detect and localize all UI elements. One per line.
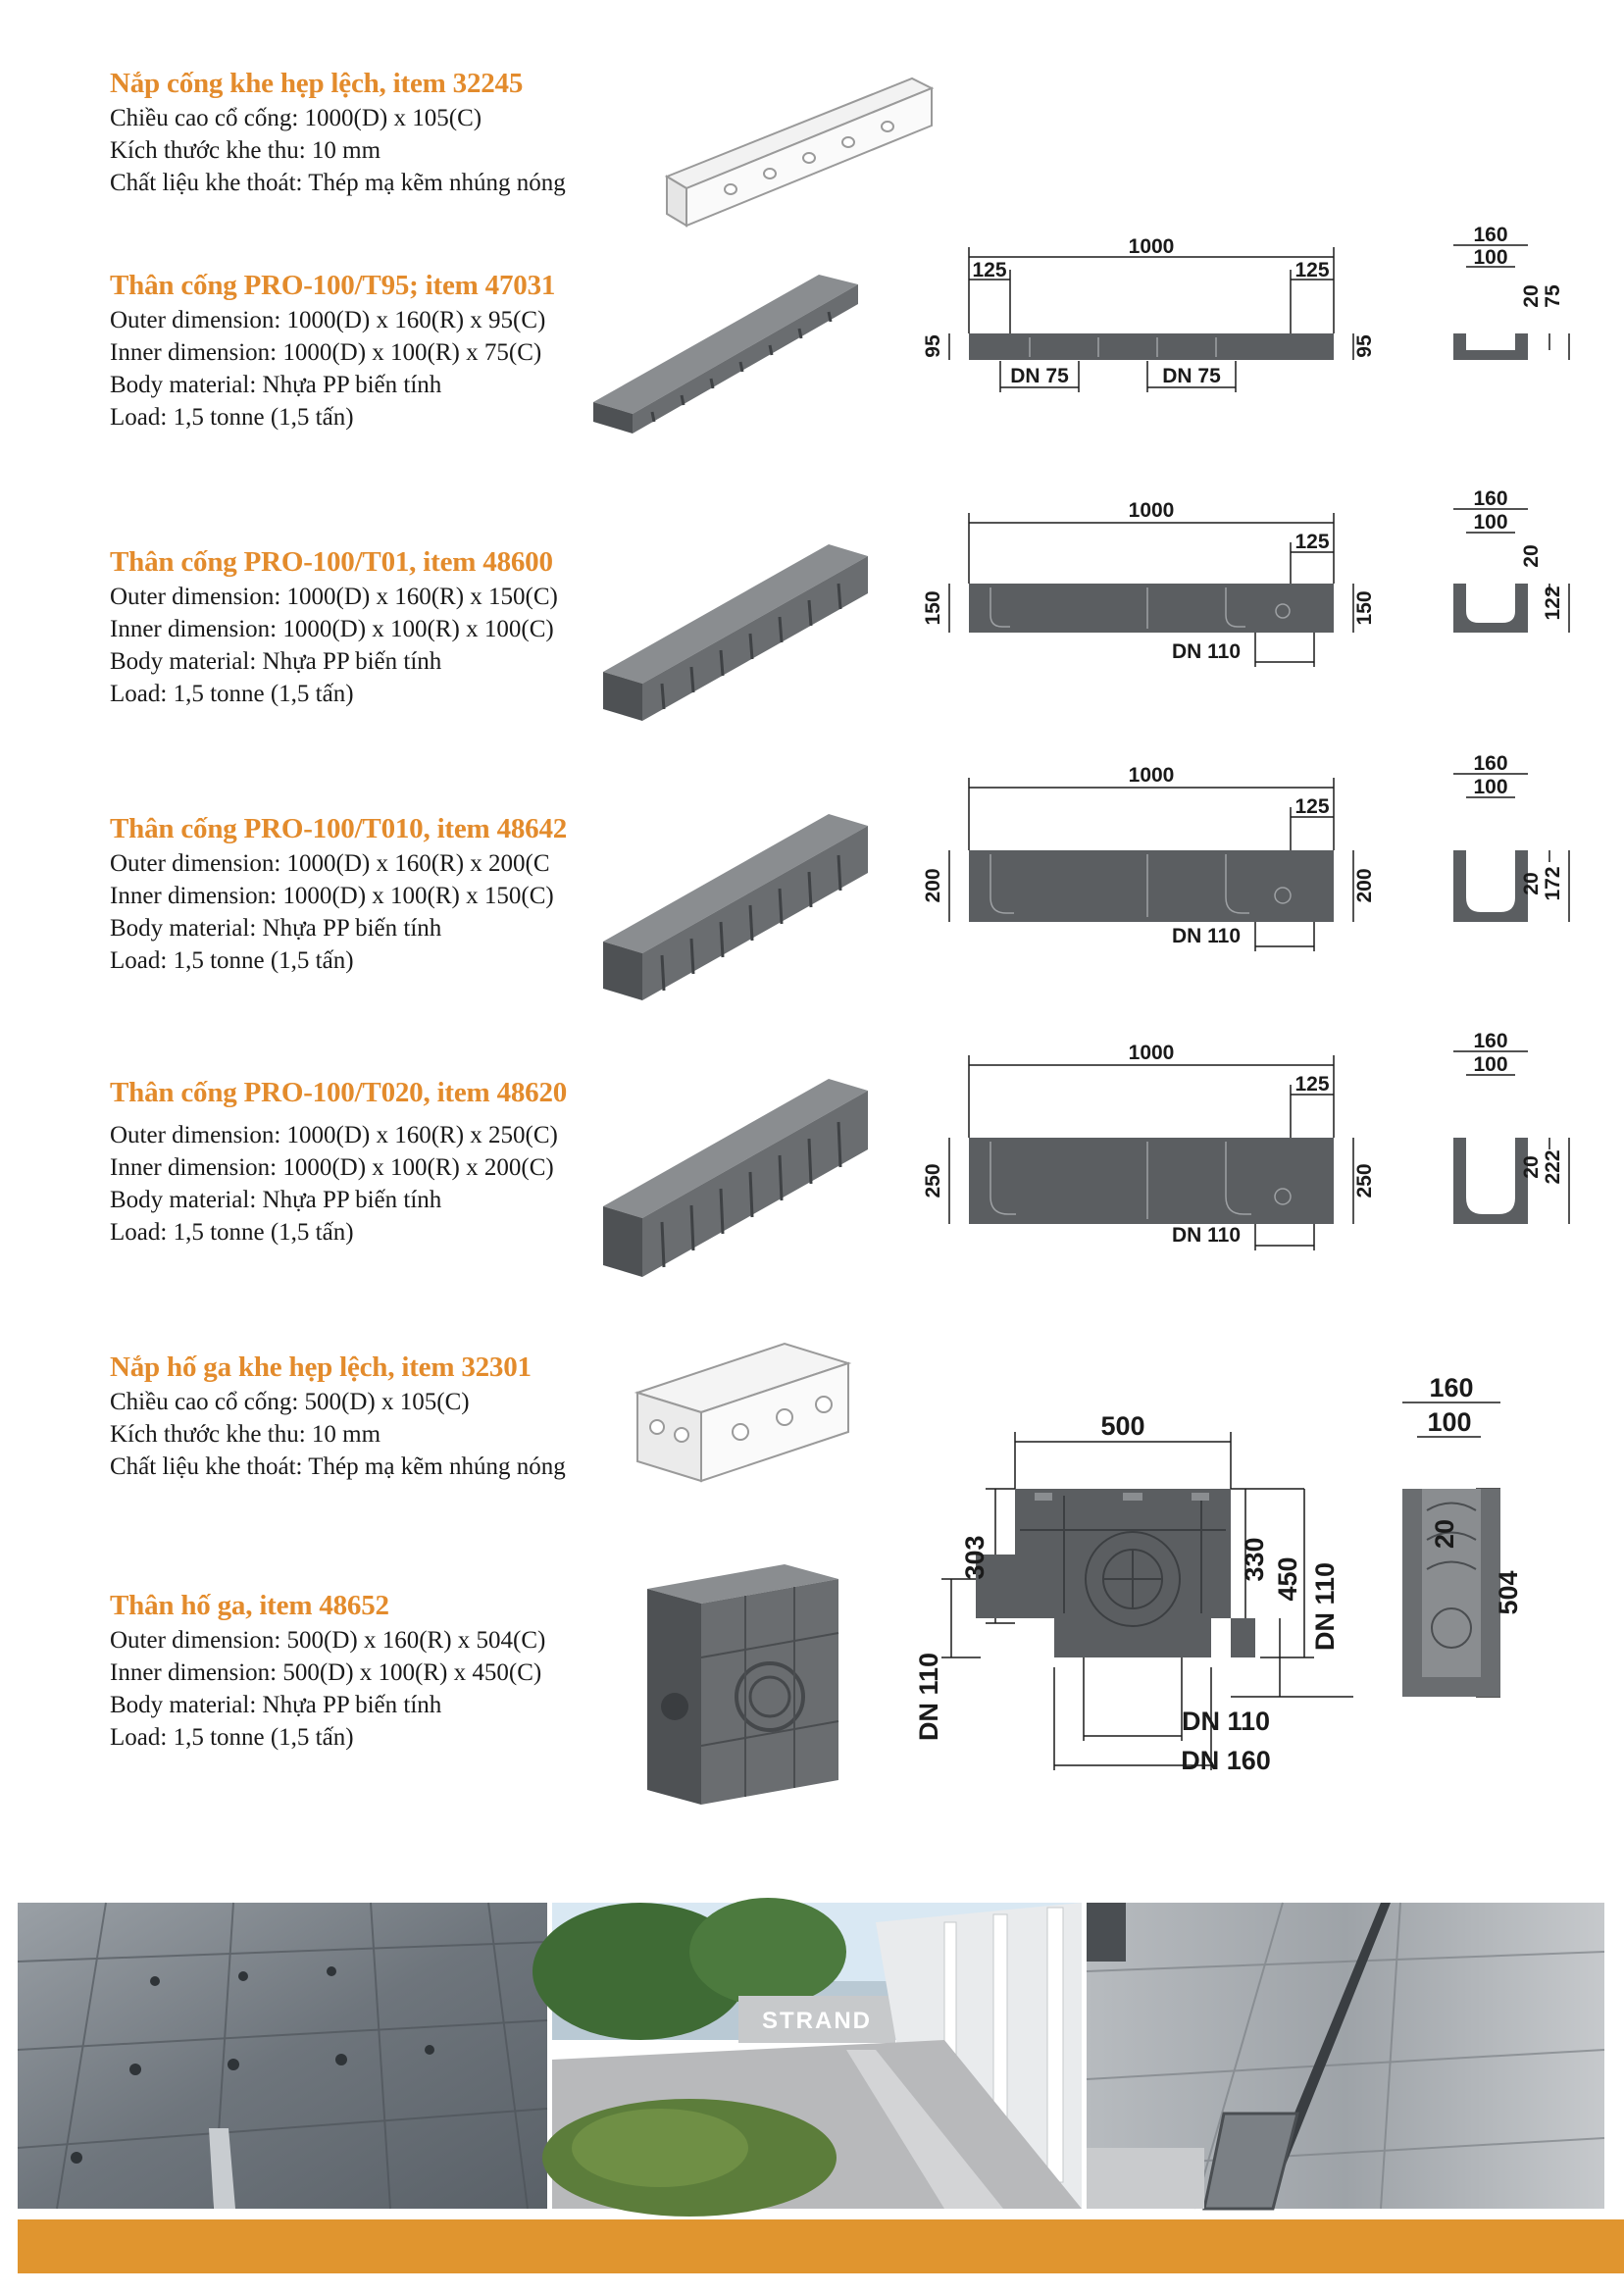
dim-pit-outer-width: 160	[1429, 1373, 1474, 1402]
dim-height: 250	[1353, 1163, 1376, 1198]
product-spec: Outer dimension: 1000(D) x 160(R) x 95(C)	[110, 307, 546, 333]
photo-strand-plaza	[552, 1903, 1082, 2209]
product-spec: Inner dimension: 1000(D) x 100(R) x 75(C)	[110, 339, 542, 366]
dim-inner-width: 100	[1473, 1053, 1508, 1076]
dim-length: 1000	[1128, 235, 1175, 258]
product-spec: Load: 1,5 tonne (1,5 tấn)	[110, 947, 354, 974]
dim-inner-width: 100	[1473, 511, 1508, 534]
product-spec: Outer dimension: 500(D) x 160(R) x 504(C)	[110, 1627, 546, 1654]
channel-t95-illustration	[584, 265, 878, 441]
dim-pit-length: 500	[1100, 1411, 1145, 1441]
dim-pit-dn-bottom-1: DN 110	[1181, 1707, 1271, 1736]
product-spec: Kích thước khe thu: 10 mm	[110, 1421, 381, 1448]
product-spec: Chiều cao cổ cống: 500(D) x 105(C)	[110, 1389, 470, 1415]
product-spec: Outer dimension: 1000(D) x 160(R) x 250(C)	[110, 1122, 558, 1148]
product-spec: Outer dimension: 1000(D) x 160(R) x 200(C	[110, 850, 550, 877]
dim-end-left: 125	[972, 259, 1007, 281]
product-48652	[110, 1589, 545, 1754]
dim-end-right: 125	[1294, 259, 1330, 281]
product-spec: Load: 1,5 tonne (1,5 tấn)	[110, 404, 354, 431]
dim-height: 95	[1353, 334, 1376, 358]
drawing-t010	[902, 752, 1569, 956]
footer-bar	[18, 2219, 1624, 2273]
drawing-pit	[892, 1373, 1523, 1805]
dim-outlet: DN 110	[1171, 925, 1242, 947]
dim-height: 250	[922, 1163, 944, 1198]
dim-inner-depth: 222	[1542, 1149, 1564, 1185]
product-47031	[110, 269, 555, 433]
product-spec: Kích thước khe thu: 10 mm	[110, 137, 381, 164]
dim-end-right: 125	[1294, 1073, 1330, 1096]
strand-sign-text: STRAND	[762, 2008, 872, 2034]
product-title: Thân cống PRO-100/T01, item 48600	[110, 546, 553, 578]
product-title: Thân cống PRO-100/T010, item 48642	[110, 813, 568, 844]
dim-height: 200	[1353, 868, 1376, 903]
drawing-t01	[902, 487, 1569, 677]
product-spec: Body material: Nhựa PP biến tính	[110, 915, 442, 942]
product-spec: Chiều cao cổ cống: 1000(D) x 105(C)	[110, 105, 482, 131]
dim-height: 150	[1353, 590, 1376, 626]
photo-paving-drain-right	[1087, 1903, 1604, 2209]
dim-pit-dn-bottom-2: DN 160	[1181, 1746, 1271, 1775]
dim-pit-inner-width: 100	[1427, 1407, 1472, 1437]
product-spec: Load: 1,5 tonne (1,5 tấn)	[110, 1219, 354, 1246]
dim-pit-dn-side: DN 110	[914, 1652, 943, 1742]
dim-end-right: 125	[1294, 795, 1330, 818]
channel-t01-illustration	[593, 535, 888, 731]
dim-rim: 20	[1520, 544, 1543, 568]
dim-rim: 20	[1520, 284, 1543, 308]
dim-outer-width: 160	[1473, 1030, 1508, 1052]
pit-body-illustration	[637, 1559, 853, 1814]
dim-rim: 20	[1520, 872, 1543, 895]
dim-end-right: 125	[1294, 531, 1330, 553]
dim-outlet-right: DN 75	[1162, 365, 1221, 387]
product-32245	[110, 67, 566, 199]
product-title: Thân cống PRO-100/T020, item 48620	[110, 1077, 568, 1108]
product-title: Thân cống PRO-100/T95; item 47031	[110, 270, 556, 301]
product-spec: Inner dimension: 1000(D) x 100(R) x 150(C)	[110, 883, 554, 909]
dim-outer-width: 160	[1473, 752, 1508, 775]
dim-outlet: DN 110	[1171, 1224, 1242, 1247]
product-48620	[110, 1076, 567, 1249]
product-spec: Chất liệu khe thoát: Thép mạ kẽm nhúng nóng	[110, 1453, 566, 1480]
dim-inner-depth: 75	[1542, 284, 1564, 308]
drawing-t95	[902, 224, 1569, 402]
dim-rim: 20	[1520, 1155, 1543, 1179]
channel-t010-illustration	[593, 804, 888, 1010]
product-title: Nắp cống khe hẹp lệch, item 32245	[110, 68, 524, 99]
dim-pit-rim: 20	[1430, 1518, 1459, 1550]
product-48600	[110, 545, 558, 710]
product-32301	[110, 1351, 566, 1483]
product-spec: Outer dimension: 1000(D) x 160(R) x 150(C)	[110, 584, 558, 610]
product-title: Nắp hố ga khe hẹp lệch, item 32301	[110, 1351, 532, 1383]
dim-length: 1000	[1128, 499, 1175, 522]
dim-inner-width: 100	[1473, 246, 1508, 269]
product-spec: Body material: Nhựa PP biến tính	[110, 1692, 442, 1718]
product-title: Thân hố ga, item 48652	[110, 1590, 389, 1621]
product-spec: Load: 1,5 tonne (1,5 tấn)	[110, 1724, 354, 1751]
channel-t020-illustration	[593, 1069, 888, 1285]
product-spec: Load: 1,5 tonne (1,5 tấn)	[110, 681, 354, 707]
product-spec: Body material: Nhựa PP biến tính	[110, 1187, 442, 1213]
dim-inner-depth: 172	[1542, 866, 1564, 901]
product-spec: Inner dimension: 1000(D) x 100(R) x 200(C)	[110, 1154, 554, 1181]
dim-length: 1000	[1128, 1042, 1175, 1064]
dim-outer-width: 160	[1473, 487, 1508, 510]
dim-pit-side-height: 303	[960, 1535, 990, 1580]
dim-inner-width: 100	[1473, 776, 1508, 798]
dim-height: 200	[922, 868, 944, 903]
slot-grating-illustration	[647, 59, 941, 235]
drawing-t020	[902, 1030, 1569, 1258]
dim-length: 1000	[1128, 764, 1175, 787]
dim-outlet: DN 110	[1171, 640, 1242, 663]
product-spec: Inner dimension: 500(D) x 100(R) x 450(C)	[110, 1659, 542, 1686]
dim-pit-total-height: 504	[1494, 1570, 1523, 1615]
dim-pit-dn-right: DN 110	[1310, 1561, 1340, 1652]
dim-pit-body-height: 330	[1240, 1537, 1269, 1582]
dim-inner-depth: 122	[1542, 586, 1564, 621]
dim-outlet-left: DN 75	[1010, 365, 1069, 387]
dim-pit-total-inner: 450	[1273, 1556, 1302, 1602]
photo-paving-drain-left	[18, 1903, 547, 2209]
dim-height: 95	[922, 334, 944, 358]
dim-outer-width: 160	[1473, 224, 1508, 246]
dim-height: 150	[922, 590, 944, 626]
product-spec: Body material: Nhựa PP biến tính	[110, 648, 442, 675]
pit-grating-illustration	[628, 1324, 863, 1501]
product-spec: Inner dimension: 1000(D) x 100(R) x 100(C)	[110, 616, 554, 642]
product-48642	[110, 812, 567, 977]
product-spec: Chất liệu khe thoát: Thép mạ kẽm nhúng nóng	[110, 170, 566, 196]
product-spec: Body material: Nhựa PP biến tính	[110, 372, 442, 398]
